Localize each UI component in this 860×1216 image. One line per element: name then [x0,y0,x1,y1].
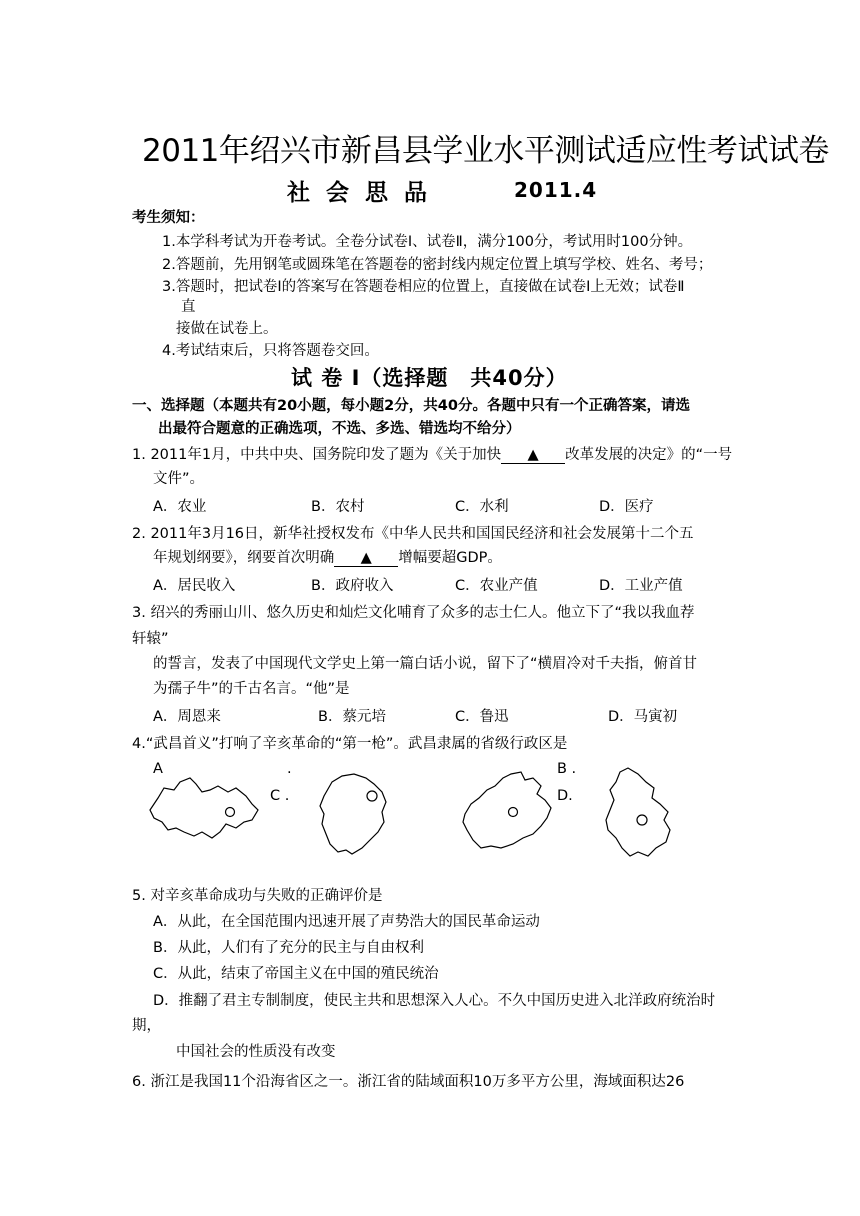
option-a: A．从此，在全国范围内迅速开展了声势浩大的国民革命运动 [153,914,540,930]
question-text [153,548,502,568]
section-instruction: 一、选择题（本题共有20小题，每小题2分，共40分。各题中只有一个正确答案，请选 [132,398,690,414]
option-c: C．鲁迅 [455,709,509,725]
map-label-b: B . [557,761,577,777]
map-label-a: A [153,761,163,777]
exam-title: 2011年绍兴市新昌县学业水平测试适应性考试试卷 [142,133,829,169]
notice-item: 4.考试结束后，只将答题卷交回。 [162,343,379,359]
option-d: D．医疗 [599,499,654,515]
option-c: C．农业产值 [455,578,538,594]
notice-item: 3.答题时，把试卷Ⅰ的答案写在答题卷相应的位置上，直接做在试卷Ⅰ上无效；试卷Ⅱ [162,279,685,295]
notice-item: 直 [181,299,196,315]
option-b: B．农村 [311,499,365,515]
option-b: B．蔡元培 [318,709,386,725]
question-text: 为孺子牛”的千古名言。“他”是 [153,681,350,697]
question-text: 轩辕” [132,631,169,647]
option-d: D．推翻了君主专制制度，使民主共和思想深入人心。不久中国历史进入北洋政府统治时 [153,993,716,1009]
option-c: C．水利 [455,499,509,515]
question-text: 年规划纲要》，纲要首次明确 [153,550,335,566]
notice-heading: 考生须知： [132,210,205,226]
question-1 [132,445,732,465]
option-b: B．政府收入 [311,578,394,594]
option-b: B．从此，人们有了充分的民主与自由权利 [153,940,424,956]
section-title: 试 卷 Ⅰ（选择题 共40分） [291,366,568,390]
question-text: 改革发展的决定》的“一号 [565,447,733,463]
notice-item: 2.答题前，先用钢笔或圆珠笔在答题卷的密封线内规定位置上填写学校、姓名、考号； [162,257,713,273]
question-5: 5. 对辛亥革命成功与失败的正确评价是 [132,888,383,904]
notice-item: 1.本学科考试为开卷考试。全卷分试卷Ⅰ、试卷Ⅱ，满分100分，考试用时100分钟。 [162,234,693,250]
map-henan [455,768,555,854]
section-instruction: 出最符合题意的正确选项，不选、多选、错选均不给分） [158,421,521,437]
option-d: D．工业产值 [599,578,683,594]
map-label-d: D. [557,788,573,804]
option-a: A．居民收入 [153,578,236,594]
question-text: 增幅要超GDP。 [398,550,502,566]
option-d-cont: 期， [132,1018,161,1034]
subject-title: 社会思品 [287,180,443,206]
option-c: C．从此，结束了帝国主义在中国的殖民统治 [153,966,439,982]
question-6: 6. 浙江是我国11个沿海省区之一。浙江省的陆域面积10万多平方公里，海域面积达26 [132,1074,685,1090]
question-text: 1. 2011年1月，中共中央、国务院印发了题为《关于加快 [132,447,502,463]
option-a: A．农业 [153,499,207,515]
answer-blank: ▲ [334,550,398,567]
question-text: 的誓言，发表了中国现代文学史上第一篇白话小说，留下了“横眉冷对千夫指，俯首甘 [153,656,698,672]
notice-item: 接做在试卷上。 [176,321,278,337]
map-label-dot: . [287,761,292,777]
question-text: 文件”。 [153,471,205,487]
map-hunan [312,770,392,858]
answer-blank: ▲ [501,447,565,464]
map-label-c: C . [270,788,290,804]
option-d-cont: 中国社会的性质没有改变 [176,1044,336,1060]
exam-date: 2011.4 [514,178,598,202]
map-anhui [598,764,680,862]
option-d: D．马寅初 [608,709,678,725]
question-4: 4.“武昌首义”打响了辛亥革命的“第一枪”。武昌隶属的省级行政区是 [132,736,568,752]
question-2: 2. 2011年3月16日，新华社授权发布《中华人民共和国国民经济和社会发展第十二个五 [132,526,694,542]
option-a: A．周恩来 [153,709,221,725]
question-3: 3. 绍兴的秀丽山川、悠久历史和灿烂文化哺育了众多的志士仁人。他立下了“我以我血荐 [132,605,695,621]
map-hubei [140,770,262,848]
